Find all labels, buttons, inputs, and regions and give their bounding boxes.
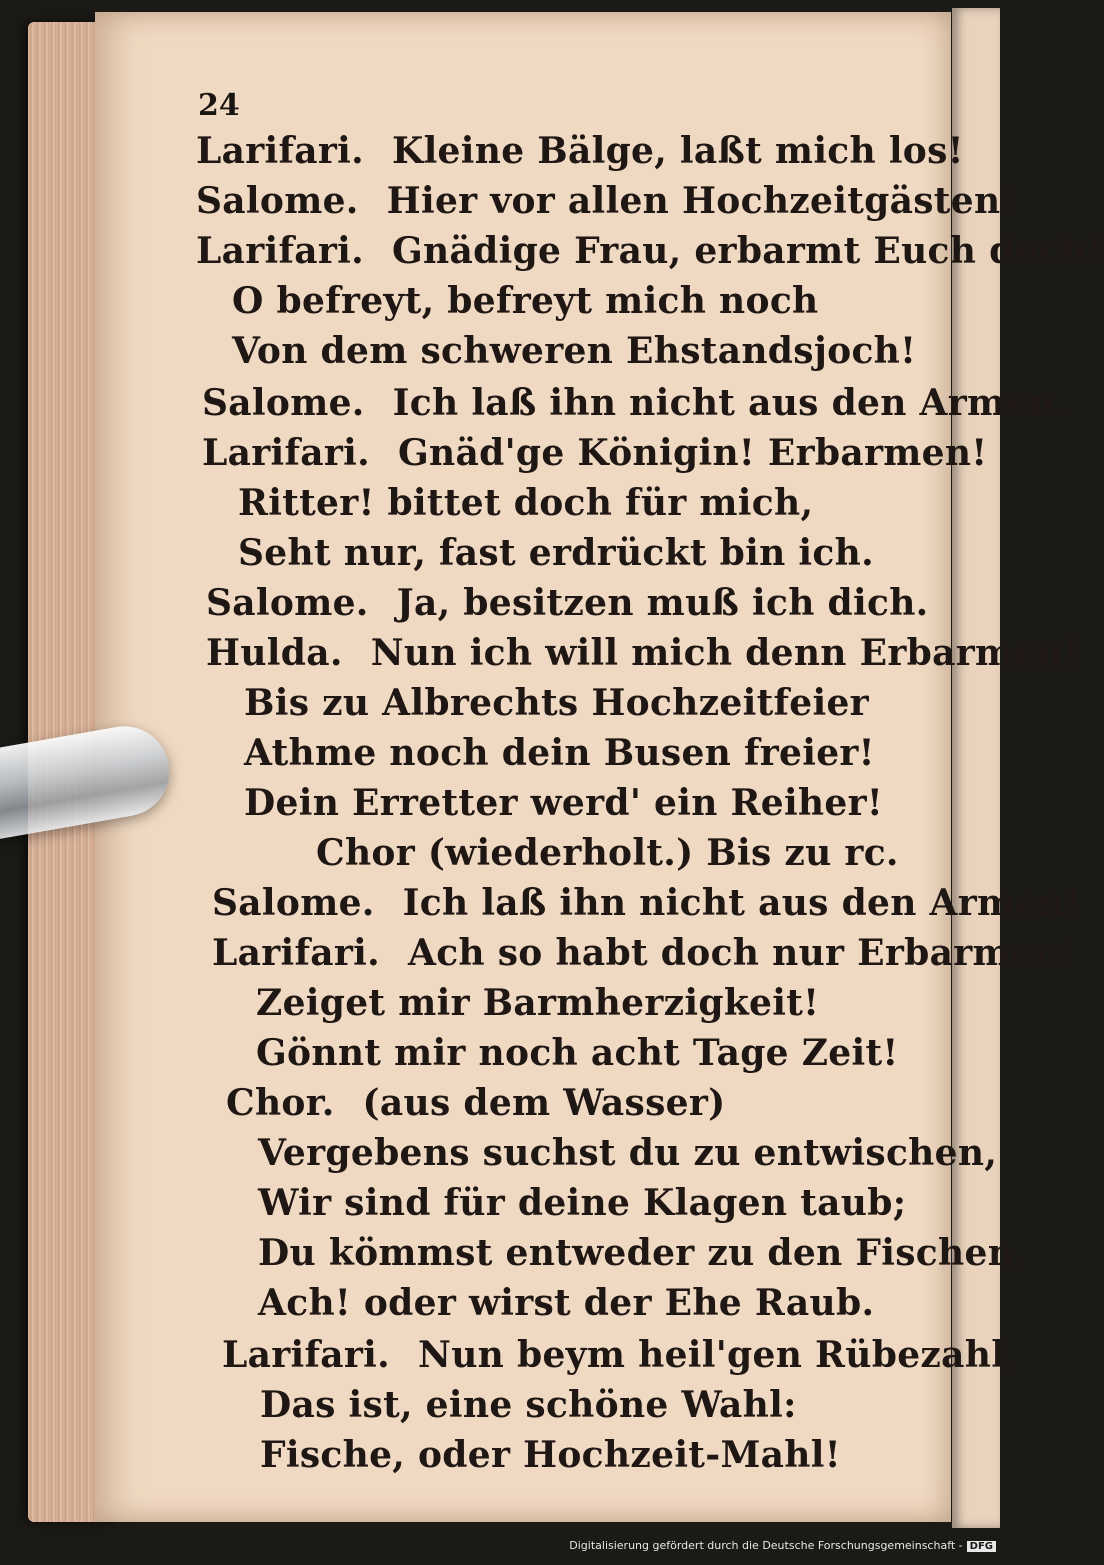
line-text: Ach so habt doch nur Erbarmen! <box>407 932 1077 974</box>
text-line <box>202 432 987 474</box>
text-line <box>244 732 875 774</box>
line-text: Bis zu Albrechts Hochzeitfeier <box>244 682 869 724</box>
text-line <box>244 782 883 824</box>
speaker-name: Larifari. <box>196 230 364 272</box>
line-text: Fische, oder Hochzeit-Mahl! <box>260 1434 841 1476</box>
line-text: Du kömmst entweder zu den Fischen, <box>258 1232 1028 1274</box>
text-line <box>316 832 899 874</box>
line-text: Gnädige Frau, erbarmt Euch doch! <box>391 230 1104 272</box>
line-text: Ich laß ihn nicht aus den Armen. <box>392 382 1068 424</box>
text-line <box>258 1182 906 1224</box>
line-text: Gönnt mir noch acht Tage Zeit! <box>256 1032 899 1074</box>
speaker-name: Salome. <box>202 382 365 424</box>
text-line <box>212 932 1077 974</box>
text-line <box>256 1032 899 1074</box>
text-line <box>226 1082 725 1124</box>
text-line <box>206 582 929 624</box>
speaker-name: Chor. <box>226 1082 335 1124</box>
text-line <box>260 1434 841 1476</box>
text-line <box>258 1282 874 1324</box>
text-line <box>244 682 869 724</box>
line-text: Hier vor allen Hochzeitgästen! <box>386 180 1017 222</box>
text-line <box>196 230 1104 272</box>
dfg-logo: DFG <box>967 1541 996 1552</box>
text-line <box>238 482 813 524</box>
line-text: Ja, besitzen muß ich dich. <box>396 582 929 624</box>
speaker-name: Hulda. <box>206 632 343 674</box>
text-line <box>258 1132 997 1174</box>
speaker-name: Salome. <box>196 180 359 222</box>
text-line <box>196 130 964 172</box>
text-line <box>212 882 1081 924</box>
text-line <box>260 1384 797 1426</box>
text-line <box>202 382 1068 424</box>
text-line <box>232 330 916 372</box>
footer-text: Digitalisierung gefördert durch die Deutsche Forschungsgemeinschaft - <box>569 1539 963 1552</box>
speaker-name: Larifari. <box>202 432 370 474</box>
line-text: Athme noch dein Busen freier! <box>244 732 875 774</box>
line-text: Ritter! bittet doch für mich, <box>238 482 814 524</box>
speaker-name: Salome. <box>212 882 375 924</box>
line-text: Gnäd'ge Königin! Erbarmen! <box>397 432 988 474</box>
line-text: Kleine Bälge, laßt mich los! <box>391 130 964 172</box>
line-text: O befreyt, befreyt mich noch <box>232 280 819 322</box>
line-text: Ich laß ihn nicht aus den Armen! <box>402 882 1082 924</box>
text-line <box>256 982 819 1024</box>
line-text: Das ist, eine schöne Wahl: <box>260 1384 797 1426</box>
text-line <box>196 180 1017 222</box>
line-text: Wir sind für deine Klagen taub; <box>258 1182 907 1224</box>
line-text: Vergebens suchst du zu entwischen, <box>258 1132 998 1174</box>
speaker-name: Larifari. <box>212 932 380 974</box>
text-line <box>206 632 1079 674</box>
line-text: Ach! oder wirst der Ehe Raub. <box>258 1282 875 1324</box>
line-text: Nun ich will mich denn Erbarmen! <box>370 632 1080 674</box>
text-line <box>258 1232 1027 1274</box>
text-line <box>222 1334 1018 1376</box>
line-text: Chor (wiederholt.) Bis zu rc. <box>316 832 899 874</box>
line-text: Zeiget mir Barmherzigkeit! <box>256 982 820 1024</box>
line-text: (aus dem Wasser) <box>362 1082 726 1124</box>
speaker-name: Larifari. <box>196 130 364 172</box>
funding-footer <box>560 1539 996 1557</box>
speaker-name: Larifari. <box>222 1334 390 1376</box>
line-text: Nun beym heil'gen Rübezahl, <box>417 1334 1019 1376</box>
line-text: Seht nur, fast erdrückt bin ich. <box>238 532 874 574</box>
line-text: Dein Erretter werd' ein Reiher! <box>244 782 883 824</box>
text-line <box>232 280 819 322</box>
text-line <box>238 532 874 574</box>
page-number: 24 <box>198 88 240 123</box>
speaker-name: Salome. <box>206 582 369 624</box>
line-text: Von dem schweren Ehstandsjoch! <box>232 330 917 372</box>
